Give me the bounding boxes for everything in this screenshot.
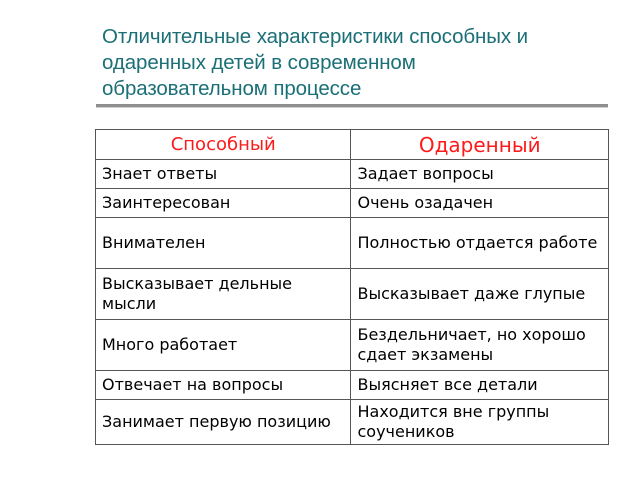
- comparison-table: [95, 129, 609, 445]
- table-row: [96, 218, 609, 269]
- header-able: Способный: [96, 130, 351, 160]
- gifted-cell: Выясняет все детали: [351, 371, 609, 400]
- table-row: [96, 269, 609, 320]
- gifted-cell: Высказывает даже глупые: [351, 269, 609, 320]
- table-row: [96, 320, 609, 371]
- header-gifted: Одаренный: [351, 130, 609, 160]
- able-cell: Внимателен: [96, 218, 351, 269]
- table-row: [96, 371, 609, 400]
- able-cell: Отвечает на вопросы: [96, 371, 351, 400]
- title-divider: [96, 104, 608, 107]
- table-row: [96, 400, 609, 445]
- table-header-row: [96, 130, 609, 160]
- gifted-cell: Бездельничает, но хорошо сдает экзамены: [351, 320, 609, 371]
- able-cell: Много работает: [96, 320, 351, 371]
- gifted-cell: Задает вопросы: [351, 160, 609, 189]
- gifted-cell: Находится вне группы соучеников: [351, 400, 609, 445]
- able-cell: Высказывает дельные мысли: [96, 269, 351, 320]
- table-row: [96, 160, 609, 189]
- able-cell: Знает ответы: [96, 160, 351, 189]
- gifted-cell: Очень озадачен: [351, 189, 609, 218]
- table-row: [96, 189, 609, 218]
- able-cell: Занимает первую позицию: [96, 400, 351, 445]
- slide-title: Отличительные характеристики способных и одаренных детей в современном образовательном процессе: [102, 25, 528, 100]
- able-cell: Заинтересован: [96, 189, 351, 218]
- gifted-cell: Полностью отдается работе: [351, 218, 609, 269]
